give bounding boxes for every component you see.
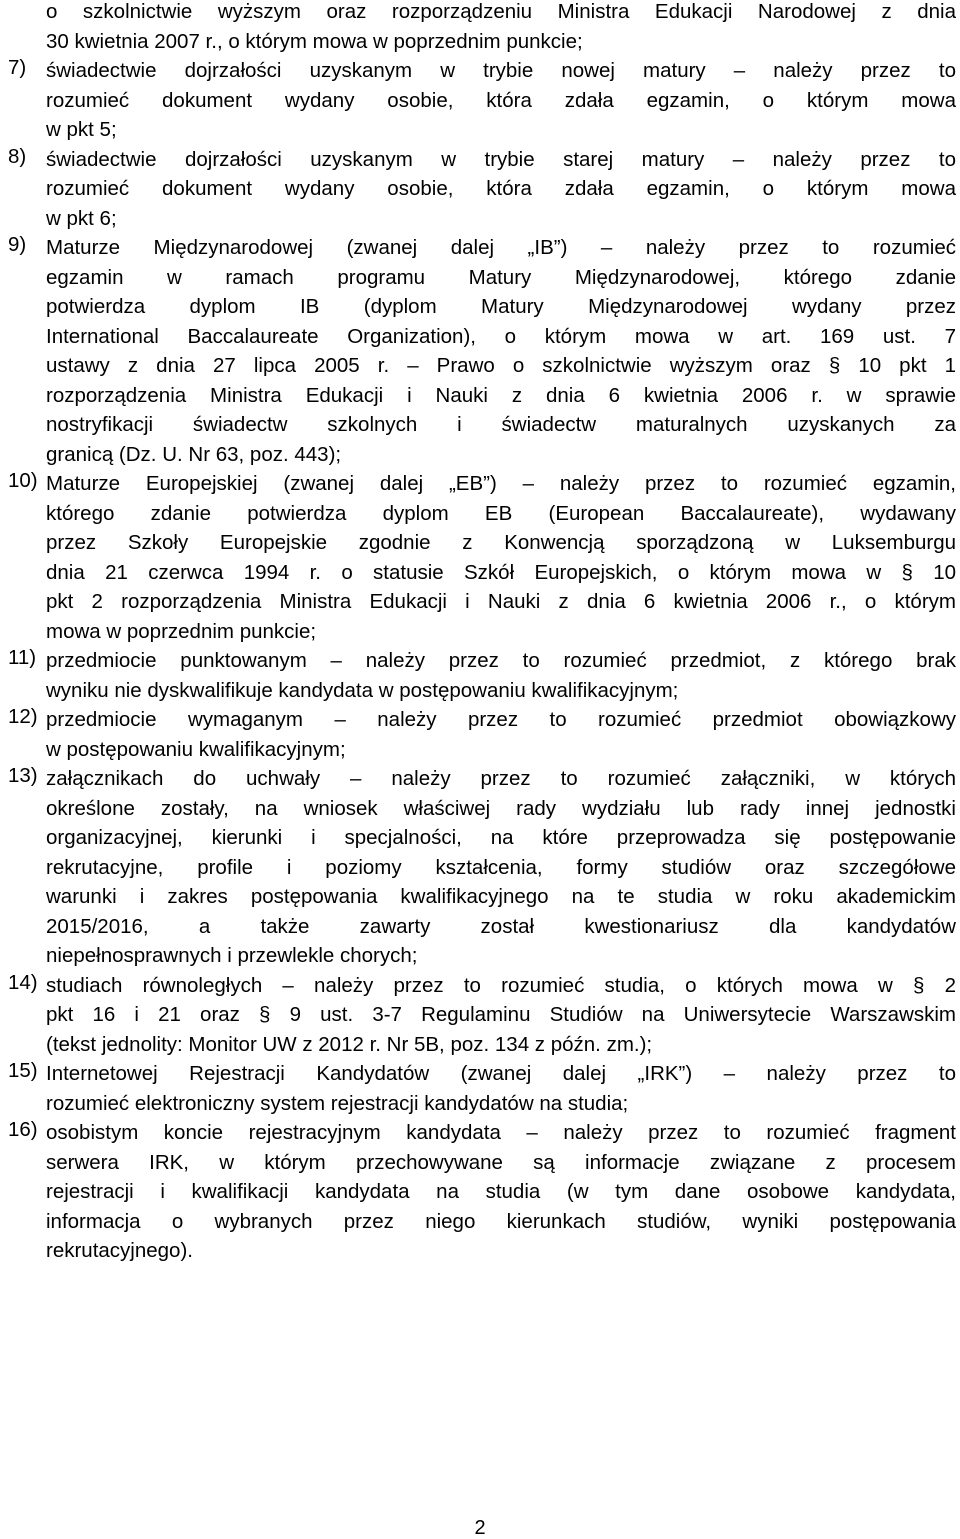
item-text-line: dnia 21 czerwca 1994 r. o statusie Szkół Europejskich, o którym mowa w § 10: [46, 560, 956, 584]
item-number: 8): [8, 144, 27, 168]
item-number: 11): [8, 646, 37, 669]
item-text-line: 2015/2016, a także zawarty został kwestionariusz dla kandydatów: [46, 914, 956, 938]
list-item: [8, 145, 956, 234]
item-text-line: w pkt 5;: [46, 118, 117, 141]
item-text-line: mowa w poprzednim punkcie;: [46, 619, 317, 643]
item-text-line: rekrutacyjne, profile i poziomy kształcenia, formy studiów oraz szczegółowe: [46, 855, 956, 879]
item-text-line: studiach równoległych – należy przez to rozumieć studia, o których mowa w § 2: [46, 973, 956, 997]
item-text-line: nostryfikacji świadectw szkolnych i świadectw maturalnych uzyskanych za: [46, 413, 956, 436]
item-text-line: rozumieć dokument wydany osobie, która zdała egzamin, o którym mowa: [46, 88, 956, 112]
list-item: [8, 971, 956, 1060]
item-number: 16): [8, 1118, 38, 1141]
list-item: [8, 469, 956, 646]
list-item: [8, 646, 956, 705]
item-text-line: rozporządzenia Ministra Edukacji i Nauki z dnia 6 kwietnia 2006 r. w sprawie: [46, 383, 956, 407]
item-number: 10): [8, 469, 38, 492]
intro-line: o szkolnictwie wyższym oraz rozporządzeniu Ministra Edukacji Narodowej z dnia: [46, 0, 956, 23]
item-text-line: którego zdanie potwierdza dyplom EB (European Baccalaureate), wydawany: [46, 501, 956, 525]
item-text-line: pkt 16 i 21 oraz § 9 ust. 3-7 Regulaminu Studiów na Uniwersytecie Warszawskim: [46, 1003, 956, 1026]
item-text-line: Maturze Międzynarodowej (zwanej dalej „IB”) – należy przez to rozumieć: [46, 236, 956, 259]
item-text-line: świadectwie dojrzałości uzyskanym w trybie starej matury – należy przez to: [46, 147, 956, 171]
item-text-line: organizacyjnej, kierunki i specjalności, na które przeprowadza się postępowanie: [46, 826, 956, 849]
item-text-line: egzamin w ramach programu Matury Międzynarodowej, którego zdanie: [46, 265, 956, 289]
item-number: 7): [8, 56, 27, 79]
item-text-line: warunki i zakres postępowania kwalifikacyjnego na te studia w roku akademickim: [46, 885, 956, 908]
item-text-line: przedmiocie wymaganym – należy przez to rozumieć przedmiot obowiązkowy: [46, 708, 956, 731]
list-item: [8, 705, 956, 764]
item-text-line: przez Szkoły Europejskie zgodnie z Konwencją sporządzoną w Luksemburgu: [46, 531, 956, 554]
list-item: [8, 1059, 956, 1118]
item-text-line: w postępowaniu kwalifikacyjnym;: [46, 737, 346, 761]
item-text-line: rekrutacyjnego).: [46, 1239, 193, 1262]
list-item: [8, 233, 956, 469]
item-text-line: określone zostały, na wniosek właściwej rady wydziału lub rady innej jednostki: [46, 796, 956, 820]
list-item: [8, 1118, 956, 1266]
list-item: [8, 764, 956, 971]
item-text-line: rejestracji i kwalifikacji kandydata na studia (w tym dane osobowe kandydata,: [46, 1180, 956, 1203]
item-text-line: Maturze Europejskiej (zwanej dalej „EB”) – należy przez to rozumieć egzamin,: [46, 472, 956, 495]
item-text-line: serwera IRK, w którym przechowywane są informacje związane z procesem: [46, 1150, 956, 1174]
item-text-line: (tekst jednolity: Monitor UW z 2012 r. Nr 5B, poz. 134 z późn. zm.);: [46, 1032, 653, 1056]
item-text-line: przedmiocie punktowanym – należy przez to rozumieć przedmiot, z którego brak: [46, 649, 956, 672]
item-number: 14): [8, 970, 38, 994]
item-text-line: rozumieć dokument wydany osobie, która zdała egzamin, o którym mowa: [46, 177, 956, 200]
item-text-line: osobistym koncie rejestracyjnym kandydata – należy przez to rozumieć fragment: [46, 1121, 956, 1144]
item-text-line: granicą (Dz. U. Nr 63, poz. 443);: [46, 442, 342, 466]
item-text-line: niepełnosprawnych i przewlekle chorych;: [46, 944, 418, 967]
item-number: 9): [8, 233, 27, 256]
item-number: 12): [8, 705, 38, 728]
item-number: 15): [8, 1059, 38, 1082]
intro-line: 30 kwietnia 2007 r., o którym mowa w poprzednim punkcie;: [46, 29, 583, 53]
item-text-line: ustawy z dnia 27 lipca 2005 r. – Prawo o szkolnictwie wyższym oraz § 10 pkt 1: [46, 354, 956, 377]
item-text-line: świadectwie dojrzałości uzyskanym w trybie nowej matury – należy przez to: [46, 59, 956, 82]
document-page: [8, 0, 956, 1266]
item-text-line: w pkt 6;: [46, 206, 117, 230]
item-text-line: informacja o wybranych przez niego kierunkach studiów, wyniki postępowania: [46, 1209, 956, 1233]
item-text-line: potwierdza dyplom IB (dyplom Matury Międzynarodowej wydany przez: [46, 295, 956, 318]
item-text-line: wyniku nie dyskwalifikuje kandydata w postępowaniu kwalifikacyjnym;: [46, 678, 679, 702]
item-text-line: International Baccalaureate Organization), o którym mowa w art. 169 ust. 7: [46, 324, 956, 348]
item-text-line: załącznikach do uchwały – należy przez to rozumieć załączniki, w których: [46, 767, 956, 790]
item-text-line: pkt 2 rozporządzenia Ministra Edukacji i Nauki z dnia 6 kwietnia 2006 r., o którym: [46, 590, 956, 613]
item-text-line: Internetowej Rejestracji Kandydatów (zwanej dalej „IRK”) – należy przez to: [46, 1062, 956, 1085]
item-text-line: rozumieć elektroniczny system rejestracji kandydatów na studia;: [46, 1091, 629, 1115]
page-number: 2: [474, 1517, 486, 1539]
list-item: [8, 56, 956, 145]
item-number: 13): [8, 764, 38, 787]
